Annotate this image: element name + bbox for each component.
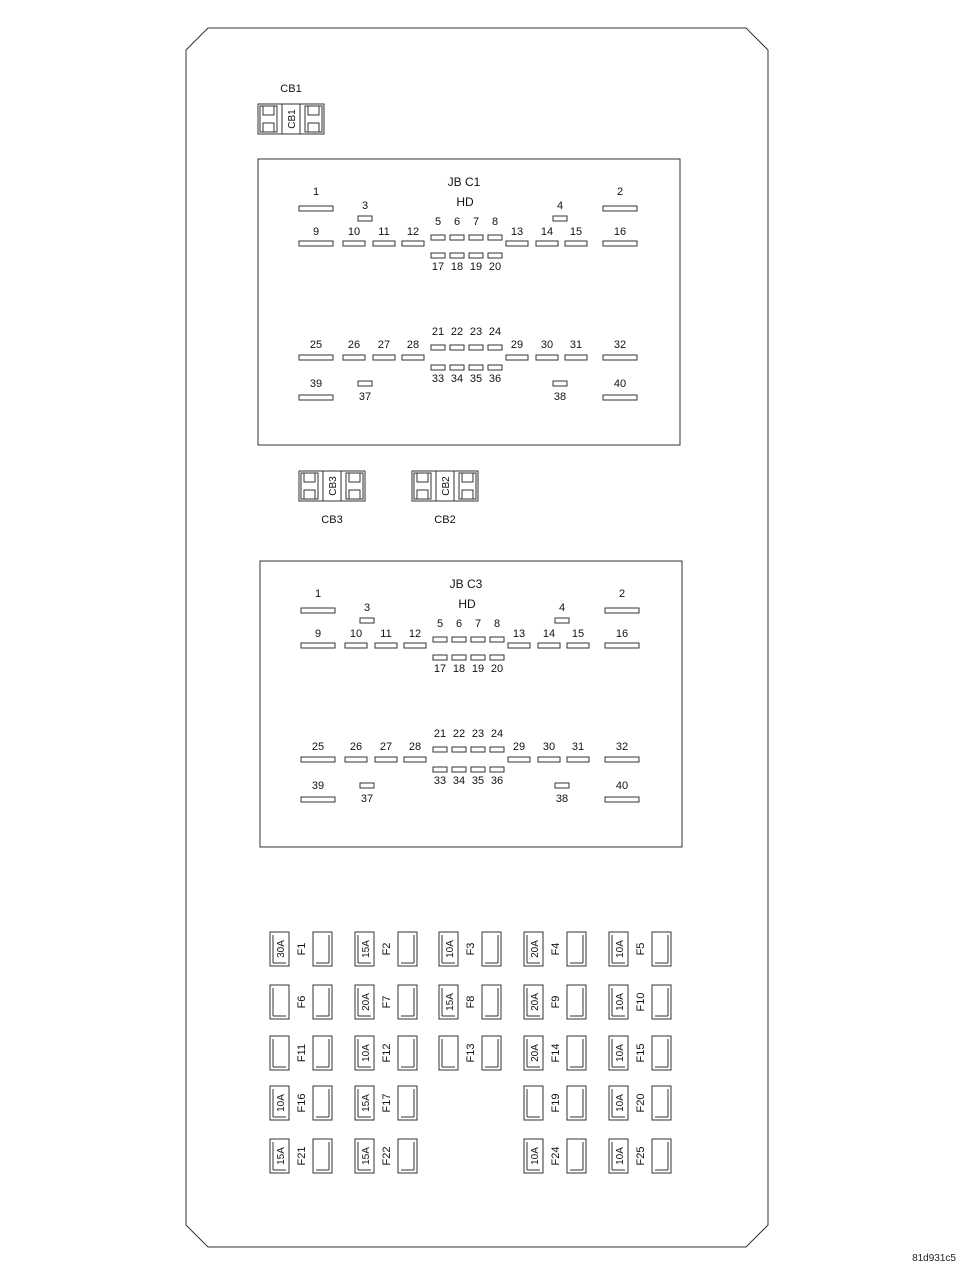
fuse-label-f9: F9 — [550, 995, 562, 1009]
jbc1-pin-label-3: 3 — [361, 200, 369, 212]
jbc3-pin-38 — [555, 783, 569, 788]
cb3-breaker — [299, 471, 365, 526]
jbc3-pin-label-25: 25 — [311, 741, 325, 753]
fuse-f2 — [355, 932, 417, 966]
fuse-f3 — [439, 932, 501, 966]
jbc1-pin-label-31: 31 — [569, 339, 583, 351]
jbc3-pin-29 — [508, 757, 530, 762]
jbc3-pin-label-13: 13 — [512, 628, 526, 640]
jbc3-pin-label-39: 39 — [311, 780, 325, 792]
jbc1-pin-label-16: 16 — [613, 226, 627, 238]
jbc1-pin-label-14: 14 — [540, 226, 554, 238]
jbc3-pin-label-29: 29 — [512, 741, 526, 753]
fuse-f8 — [439, 985, 501, 1019]
jbc1-pin-5 — [431, 235, 445, 240]
fuse-label-f12: F12 — [381, 1043, 393, 1063]
fuse-label-f11: F11 — [296, 1043, 308, 1063]
jbc3-pin-label-1: 1 — [314, 588, 322, 600]
jbc3-pin-7 — [471, 637, 485, 642]
jbc3-pin-25 — [301, 757, 335, 762]
jbc1-pin-label-17: 17 — [431, 261, 445, 273]
jbc3-pin-label-12: 12 — [408, 628, 422, 640]
fuse-rating-f16: 10A — [276, 1094, 287, 1112]
fuse-f5 — [609, 932, 671, 966]
jbc3-pin-label-14: 14 — [542, 628, 556, 640]
jbc3-pin-label-35: 35 — [471, 775, 485, 787]
jbc1-pin-16 — [603, 241, 637, 246]
jbc1-pin-22 — [450, 345, 464, 350]
jbc1-pin-label-38: 38 — [553, 391, 567, 403]
jbc3-pin-label-24: 24 — [490, 728, 504, 740]
fuse-rating-f5: 10A — [615, 940, 626, 958]
fuse-label-f14: F14 — [550, 1043, 562, 1063]
jbc3-pin-label-16: 16 — [615, 628, 629, 640]
jbc1-pin-label-23: 23 — [469, 326, 483, 338]
jbc1-pin-label-6: 6 — [453, 216, 461, 228]
cb3-body-label: CB3 — [328, 476, 339, 496]
jbc3-pin-27 — [375, 757, 397, 762]
fuse-f12 — [355, 1036, 417, 1070]
jbc3-pin-label-10: 10 — [349, 628, 363, 640]
jbc1-pin-21 — [431, 345, 445, 350]
jbc3-pin-37 — [360, 783, 374, 788]
jbc3-pin-14 — [538, 643, 560, 648]
jbc1-pin-label-13: 13 — [510, 226, 524, 238]
jbc1-pin-label-18: 18 — [450, 261, 464, 273]
fuse-f13 — [439, 1036, 501, 1070]
jbc3-pin-label-34: 34 — [452, 775, 466, 787]
jbc1-pin-4 — [553, 216, 567, 221]
fuse-f16 — [270, 1086, 332, 1120]
jbc1-pin-label-25: 25 — [309, 339, 323, 351]
fuse-label-f8: F8 — [465, 995, 477, 1009]
jbc1-subtitle: HD — [456, 195, 474, 209]
fuse-rating-f15: 10A — [615, 1044, 626, 1062]
jbc1-pin-18 — [450, 253, 464, 258]
jbc3-pin-5 — [433, 637, 447, 642]
fuse-rating-f22: 15A — [361, 1147, 372, 1165]
fuse-label-f25: F25 — [635, 1146, 647, 1166]
jbc3-title: JB C3 — [449, 577, 483, 591]
jbc3-pin-1 — [301, 608, 335, 613]
jbc3-pin-label-20: 20 — [490, 663, 504, 675]
jbc3-pin-10 — [345, 643, 367, 648]
jbc1-pin-label-12: 12 — [406, 226, 420, 238]
jbc3-pin-label-19: 19 — [471, 663, 485, 675]
jbc1-pin-26 — [343, 355, 365, 360]
jbc3-pin-30 — [538, 757, 560, 762]
jbc1-pin-label-2: 2 — [616, 186, 624, 198]
jbc1-pin-25 — [299, 355, 333, 360]
jbc1-title: JB C1 — [447, 175, 481, 189]
fuse-rating-f8: 15A — [445, 993, 456, 1011]
fuse-rating-f12: 10A — [361, 1044, 372, 1062]
jbc3-pin-39 — [301, 797, 335, 802]
jbc1-pin-28 — [402, 355, 424, 360]
cb2-label: CB2 — [434, 514, 456, 526]
jbc3-pin-34 — [452, 767, 466, 772]
jbc3-pin-label-23: 23 — [471, 728, 485, 740]
fuse-f17 — [355, 1086, 417, 1120]
jbc1-pin-39 — [299, 395, 333, 400]
fuse-rating-f2: 15A — [361, 940, 372, 958]
jbc3-pin-12 — [404, 643, 426, 648]
jbc1-pin-label-4: 4 — [556, 200, 564, 212]
jbc3-pin-23 — [471, 747, 485, 752]
jbc3-pin-35 — [471, 767, 485, 772]
jbc1-pin-label-20: 20 — [488, 261, 502, 273]
jbc3-pin-label-17: 17 — [433, 663, 447, 675]
fuse-f22 — [355, 1139, 417, 1173]
jbc1-pin-24 — [488, 345, 502, 350]
jbc1-pin-33 — [431, 365, 445, 370]
fuse-f6 — [270, 985, 332, 1019]
jbc1-pin-label-5: 5 — [434, 216, 442, 228]
fuse-f14 — [524, 1036, 586, 1070]
jbc3-pin-31 — [567, 757, 589, 762]
jbc3-pin-label-8: 8 — [493, 618, 501, 630]
jbc3-pin-28 — [404, 757, 426, 762]
fuse-f20 — [609, 1086, 671, 1120]
jbc3-pin-label-7: 7 — [474, 618, 482, 630]
jbc1-pin-label-28: 28 — [406, 339, 420, 351]
fuse-label-f21: F21 — [296, 1146, 308, 1166]
jbc1-pin-label-30: 30 — [540, 339, 554, 351]
jbc3-subtitle: HD — [458, 597, 476, 611]
jbc1-pin-12 — [402, 241, 424, 246]
fuse-grid — [270, 932, 671, 1173]
fuse-label-f22: F22 — [381, 1146, 393, 1166]
fuse-label-f16: F16 — [296, 1093, 308, 1113]
jbc3-pin-16 — [605, 643, 639, 648]
fuse-f21 — [270, 1139, 332, 1173]
fuse-label-f10: F10 — [635, 992, 647, 1012]
jbc3-pin-4 — [555, 618, 569, 623]
jbc1-pin-32 — [603, 355, 637, 360]
jbc1-pin-label-36: 36 — [488, 373, 502, 385]
jbc1-pin-15 — [565, 241, 587, 246]
jbc1-pin-38 — [553, 381, 567, 386]
jbc3-pin-32 — [605, 757, 639, 762]
fuse-rating-f9: 20A — [530, 993, 541, 1011]
jbc1-pin-13 — [506, 241, 528, 246]
fuse-rating-f10: 10A — [615, 993, 626, 1011]
fuse-f19 — [524, 1086, 586, 1120]
jbc1-pin-2 — [603, 206, 637, 211]
jbc3-pin-label-37: 37 — [360, 793, 374, 805]
fuse-rating-f24: 10A — [530, 1147, 541, 1165]
cb1-label: CB1 — [280, 83, 302, 95]
jbc3-pin-24 — [490, 747, 504, 752]
jbc3-pin-label-11: 11 — [380, 628, 392, 640]
fuse-f24 — [524, 1139, 586, 1173]
jbc1-pin-label-10: 10 — [347, 226, 361, 238]
jbc3-pin-9 — [301, 643, 335, 648]
jbc1-pin-label-21: 21 — [431, 326, 445, 338]
jbc1-pin-20 — [488, 253, 502, 258]
jbc3-pin-label-21: 21 — [433, 728, 447, 740]
cb2-breaker — [412, 471, 478, 526]
fuse-label-f1: F1 — [296, 942, 308, 956]
jbc1-pin-36 — [488, 365, 502, 370]
jbc3-pin-2 — [605, 608, 639, 613]
jbc1-pin-8 — [488, 235, 502, 240]
circuit-breaker-group — [258, 83, 478, 526]
fuse-label-f15: F15 — [635, 1043, 647, 1063]
jbc1-pin-35 — [469, 365, 483, 370]
jbc1-pin-1 — [299, 206, 333, 211]
jbc1-pin-40 — [603, 395, 637, 400]
jbc3-pin-26 — [345, 757, 367, 762]
jbc3-pin-label-3: 3 — [363, 602, 371, 614]
junction-block-group — [258, 159, 682, 847]
fuse-f10 — [609, 985, 671, 1019]
jbc3-pin-label-27: 27 — [379, 741, 393, 753]
fuse-f11 — [270, 1036, 332, 1070]
jbc1-pin-19 — [469, 253, 483, 258]
jbc3-pin-label-2: 2 — [618, 588, 626, 600]
fuse-rating-f20: 10A — [615, 1094, 626, 1112]
jbc1-pin-30 — [536, 355, 558, 360]
fuse-label-f24: F24 — [550, 1146, 562, 1166]
jbc3-pin-label-15: 15 — [571, 628, 585, 640]
jbc1-pin-14 — [536, 241, 558, 246]
jbc1-pin-label-27: 27 — [377, 339, 391, 351]
jbc1-pin-31 — [565, 355, 587, 360]
jbc3-pin-3 — [360, 618, 374, 623]
jbc1-pin-23 — [469, 345, 483, 350]
jbc1-pin-label-33: 33 — [431, 373, 445, 385]
fuse-label-f20: F20 — [635, 1093, 647, 1113]
fuse-rating-f1: 30A — [276, 940, 287, 958]
jbc3-pin-label-38: 38 — [555, 793, 569, 805]
jbc1-pin-label-32: 32 — [613, 339, 627, 351]
jbc3-pin-label-40: 40 — [615, 780, 629, 792]
jbc1-pin-10 — [343, 241, 365, 246]
jbc3-pin-33 — [433, 767, 447, 772]
fuse-f9 — [524, 985, 586, 1019]
jbc1-pin-label-9: 9 — [312, 226, 320, 238]
jbc3-pin-label-22: 22 — [452, 728, 466, 740]
fuse-rating-f21: 15A — [276, 1147, 287, 1165]
jbc1-pin-label-22: 22 — [450, 326, 464, 338]
jbc1-pin-label-40: 40 — [613, 378, 627, 390]
jbc1-connector — [258, 159, 680, 445]
fuse-f7 — [355, 985, 417, 1019]
jbc1-pin-29 — [506, 355, 528, 360]
jbc1-pin-label-11: 11 — [378, 226, 390, 238]
jbc3-pin-6 — [452, 637, 466, 642]
jbc3-pin-40 — [605, 797, 639, 802]
jbc1-pin-label-1: 1 — [312, 186, 320, 198]
jbc3-pin-20 — [490, 655, 504, 660]
cb3-label: CB3 — [321, 514, 343, 526]
jbc1-pin-17 — [431, 253, 445, 258]
fuse-label-f17: F17 — [381, 1093, 393, 1113]
jbc3-pin-15 — [567, 643, 589, 648]
jbc3-pin-21 — [433, 747, 447, 752]
fuse-rating-f7: 20A — [361, 993, 372, 1011]
jbc3-pin-36 — [490, 767, 504, 772]
jbc3-pin-18 — [452, 655, 466, 660]
jbc1-pin-label-26: 26 — [347, 339, 361, 351]
fuse-label-f19: F19 — [550, 1093, 562, 1113]
fuse-label-f13: F13 — [465, 1043, 477, 1063]
jbc3-pin-8 — [490, 637, 504, 642]
jbc3-pin-19 — [471, 655, 485, 660]
fuse-rating-f14: 20A — [530, 1044, 541, 1062]
fuse-rating-f25: 10A — [615, 1147, 626, 1165]
jbc3-pin-label-5: 5 — [436, 618, 444, 630]
fuse-label-f6: F6 — [296, 995, 308, 1009]
jbc1-pin-label-34: 34 — [450, 373, 464, 385]
fuse-rating-f17: 15A — [361, 1094, 372, 1112]
jbc3-pin-label-32: 32 — [615, 741, 629, 753]
jbc3-pin-13 — [508, 643, 530, 648]
fuse-rating-f4: 20A — [530, 940, 541, 958]
jbc1-pin-3 — [358, 216, 372, 221]
jbc3-pin-label-31: 31 — [571, 741, 585, 753]
fuse-label-f4: F4 — [550, 942, 562, 956]
jbc1-pin-37 — [358, 381, 372, 386]
jbc1-pin-7 — [469, 235, 483, 240]
jbc3-pin-22 — [452, 747, 466, 752]
jbc3-pin-label-28: 28 — [408, 741, 422, 753]
fuse-f4 — [524, 932, 586, 966]
fuse-f15 — [609, 1036, 671, 1070]
jbc1-pin-label-37: 37 — [358, 391, 372, 403]
jbc3-pin-17 — [433, 655, 447, 660]
jbc1-pin-label-35: 35 — [469, 373, 483, 385]
cb1-body-label: CB1 — [287, 109, 298, 129]
jbc3-pin-label-9: 9 — [314, 628, 322, 640]
jbc3-pin-label-30: 30 — [542, 741, 556, 753]
jbc1-pin-label-8: 8 — [491, 216, 499, 228]
jbc3-pin-11 — [375, 643, 397, 648]
jbc1-pin-34 — [450, 365, 464, 370]
fuse-label-f2: F2 — [381, 942, 393, 956]
jbc1-pin-9 — [299, 241, 333, 246]
jbc1-pin-label-29: 29 — [510, 339, 524, 351]
jbc3-pin-label-18: 18 — [452, 663, 466, 675]
jbc1-pin-label-39: 39 — [309, 378, 323, 390]
jbc3-pin-label-6: 6 — [455, 618, 463, 630]
figure-id: 81d931c5 — [912, 1253, 956, 1264]
jbc3-pin-label-36: 36 — [490, 775, 504, 787]
jbc1-pin-label-7: 7 — [472, 216, 480, 228]
cb2-body-label: CB2 — [441, 476, 452, 496]
jbc1-pin-6 — [450, 235, 464, 240]
fuse-label-f3: F3 — [465, 942, 477, 956]
jbc3-pin-label-4: 4 — [558, 602, 566, 614]
jbc1-pin-label-15: 15 — [569, 226, 583, 238]
fuse-f25 — [609, 1139, 671, 1173]
jbc3-pin-label-33: 33 — [433, 775, 447, 787]
cb1-breaker — [258, 83, 324, 134]
jbc1-pin-label-19: 19 — [469, 261, 483, 273]
jbc3-connector — [260, 561, 682, 847]
jbc3-pin-label-26: 26 — [349, 741, 363, 753]
jbc1-pin-label-24: 24 — [488, 326, 502, 338]
jbc1-pin-27 — [373, 355, 395, 360]
fuse-label-f5: F5 — [635, 942, 647, 956]
fuse-rating-f3: 10A — [445, 940, 456, 958]
jbc1-pin-11 — [373, 241, 395, 246]
fuse-f1 — [270, 932, 332, 966]
fuse-label-f7: F7 — [381, 995, 393, 1009]
